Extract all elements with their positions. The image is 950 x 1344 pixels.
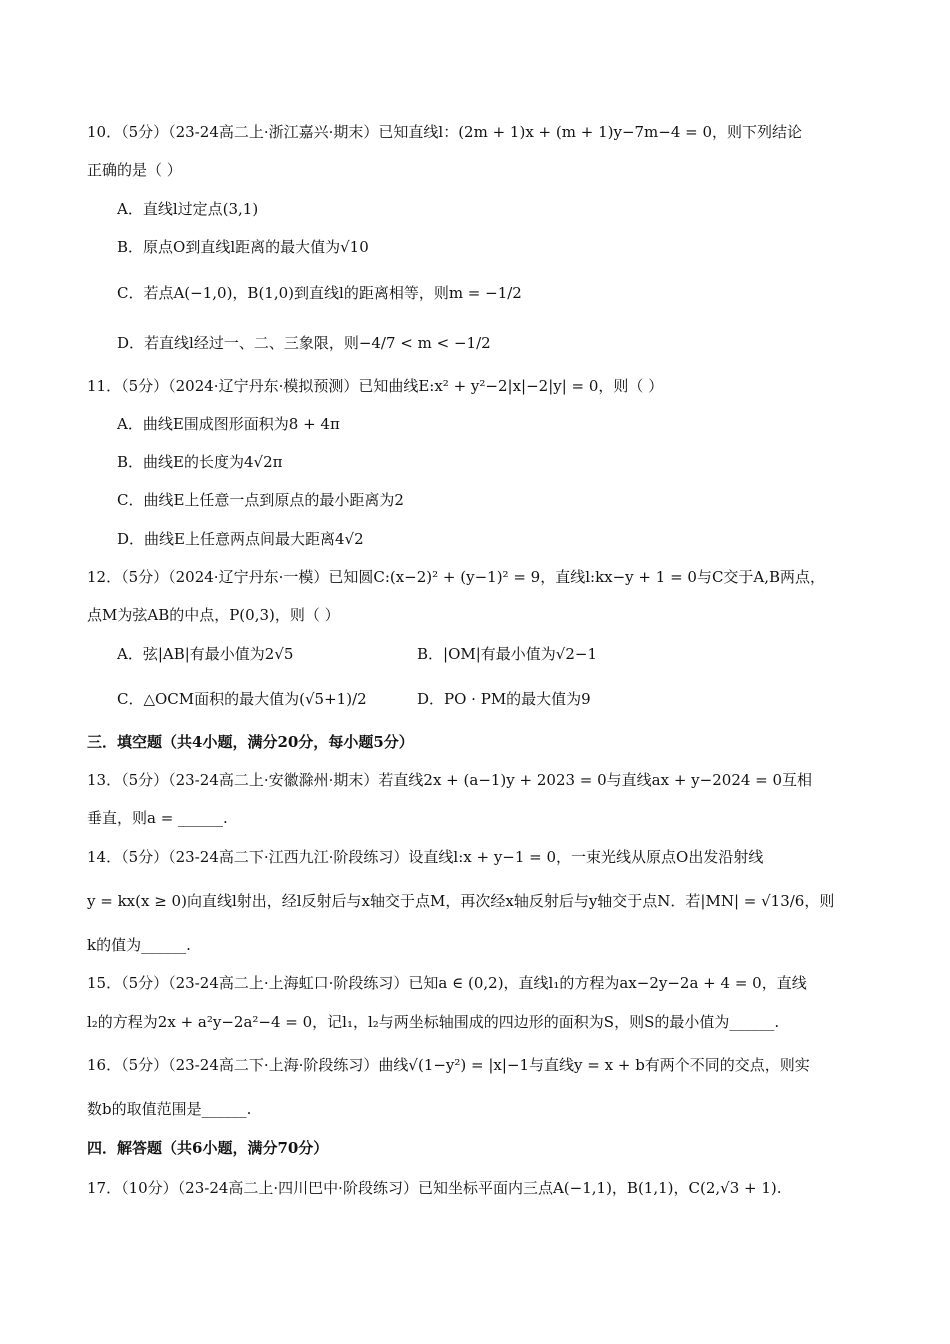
q17-stem: 17．（10分）（23-24高二上·四川巴中·阶段练习）已知坐标平面内三点A(−1,1)，B(1,1)，C(2,√3 + 1). <box>87 1179 782 1197</box>
q13-stem-cont: 垂直，则a = ______. <box>87 809 228 827</box>
q11-option-d: D．曲线E上任意两点间最大距离4√2 <box>117 530 364 548</box>
q10-stem-cont: 正确的是（ ） <box>87 161 182 179</box>
q15-stem: 15．（5分）（23-24高二上·上海虹口·阶段练习）已知a ∈ (0,2)，直线l₁的方程为ax−2y−2a + 4 = 0，直线 <box>87 974 807 992</box>
q11-option-a: A．曲线E围成图形面积为8 + 4π <box>117 415 340 433</box>
q16-stem: 16．（5分）（23-24高二下·上海·阶段练习）曲线√(1−y²) = |x|−1与直线y = x + b有两个不同的交点，则实 <box>87 1056 810 1074</box>
q10-option-d: D．若直线l经过一、二、三象限，则−4/7 < m < −1/2 <box>117 334 491 352</box>
q15-stem-cont: l₂的方程为2x + a²y−2a²−4 = 0，记l₁，l₂与两坐标轴围成的四边形的面积为S，则S的最小值为______. <box>87 1013 780 1031</box>
q10-option-c: C．若点A(−1,0)，B(1,0)到直线l的距离相等，则m = −1/2 <box>117 284 522 302</box>
q11-option-c: C．曲线E上任意一点到原点的最小距离为2 <box>117 491 404 509</box>
q13-stem: 13．（5分）（23-24高二上·安徽滁州·期末）若直线2x + (a−1)y + 2023 = 0与直线ax + y−2024 = 0互相 <box>87 771 813 789</box>
q12-option-d: D．PO · PM的最大值为9 <box>417 690 591 708</box>
q12-option-a: A．弦|AB|有最小值为2√5 <box>117 645 294 663</box>
q12-stem-cont: 点M为弦AB的中点，P(0,3)，则（ ） <box>87 606 340 624</box>
q10-stem: 10．（5分）（23-24高二上·浙江嘉兴·期末）已知直线l：(2m + 1)x + (m + 1)y−7m−4 = 0，则下列结论 <box>87 123 803 141</box>
section-3-heading: 三．填空题（共4小题，满分20分，每小题5分） <box>87 733 414 751</box>
q11-stem: 11．（5分）（2024·辽宁丹东·模拟预测）已知曲线E:x² + y²−2|x|−2|y| = 0，则（ ） <box>87 377 664 395</box>
q12-stem: 12．（5分）（2024·辽宁丹东·一模）已知圆C:(x−2)² + (y−1)² = 9，直线l:kx−y + 1 = 0与C交于A,B两点， <box>87 568 826 586</box>
q12-option-c: C．△OCM面积的最大值为(√5+1)/2 <box>117 690 367 708</box>
section-4-heading: 四．解答题（共6小题，满分70分） <box>87 1139 329 1157</box>
q16-stem-cont: 数b的取值范围是______. <box>87 1100 252 1118</box>
q14-stem: 14．（5分）（23-24高二下·江西九江·阶段练习）设直线l:x + y−1 = 0，一束光线从原点O出发沿射线 <box>87 848 764 866</box>
q10-option-a: A．直线l过定点(3,1) <box>117 200 259 218</box>
q14-stem-end: k的值为______. <box>87 936 191 954</box>
q11-option-b: B．曲线E的长度为4√2π <box>117 453 283 471</box>
q12-option-b: B．|OM|有最小值为√2−1 <box>417 645 598 663</box>
q14-stem-cont: y = kx(x ≥ 0)向直线l射出，经l反射后与x轴交于点M，再次经x轴反射后与y轴交于点N．若|MN| = √13/6，则 <box>87 892 835 910</box>
q10-option-b: B．原点O到直线l距离的最大值为√10 <box>117 238 369 256</box>
